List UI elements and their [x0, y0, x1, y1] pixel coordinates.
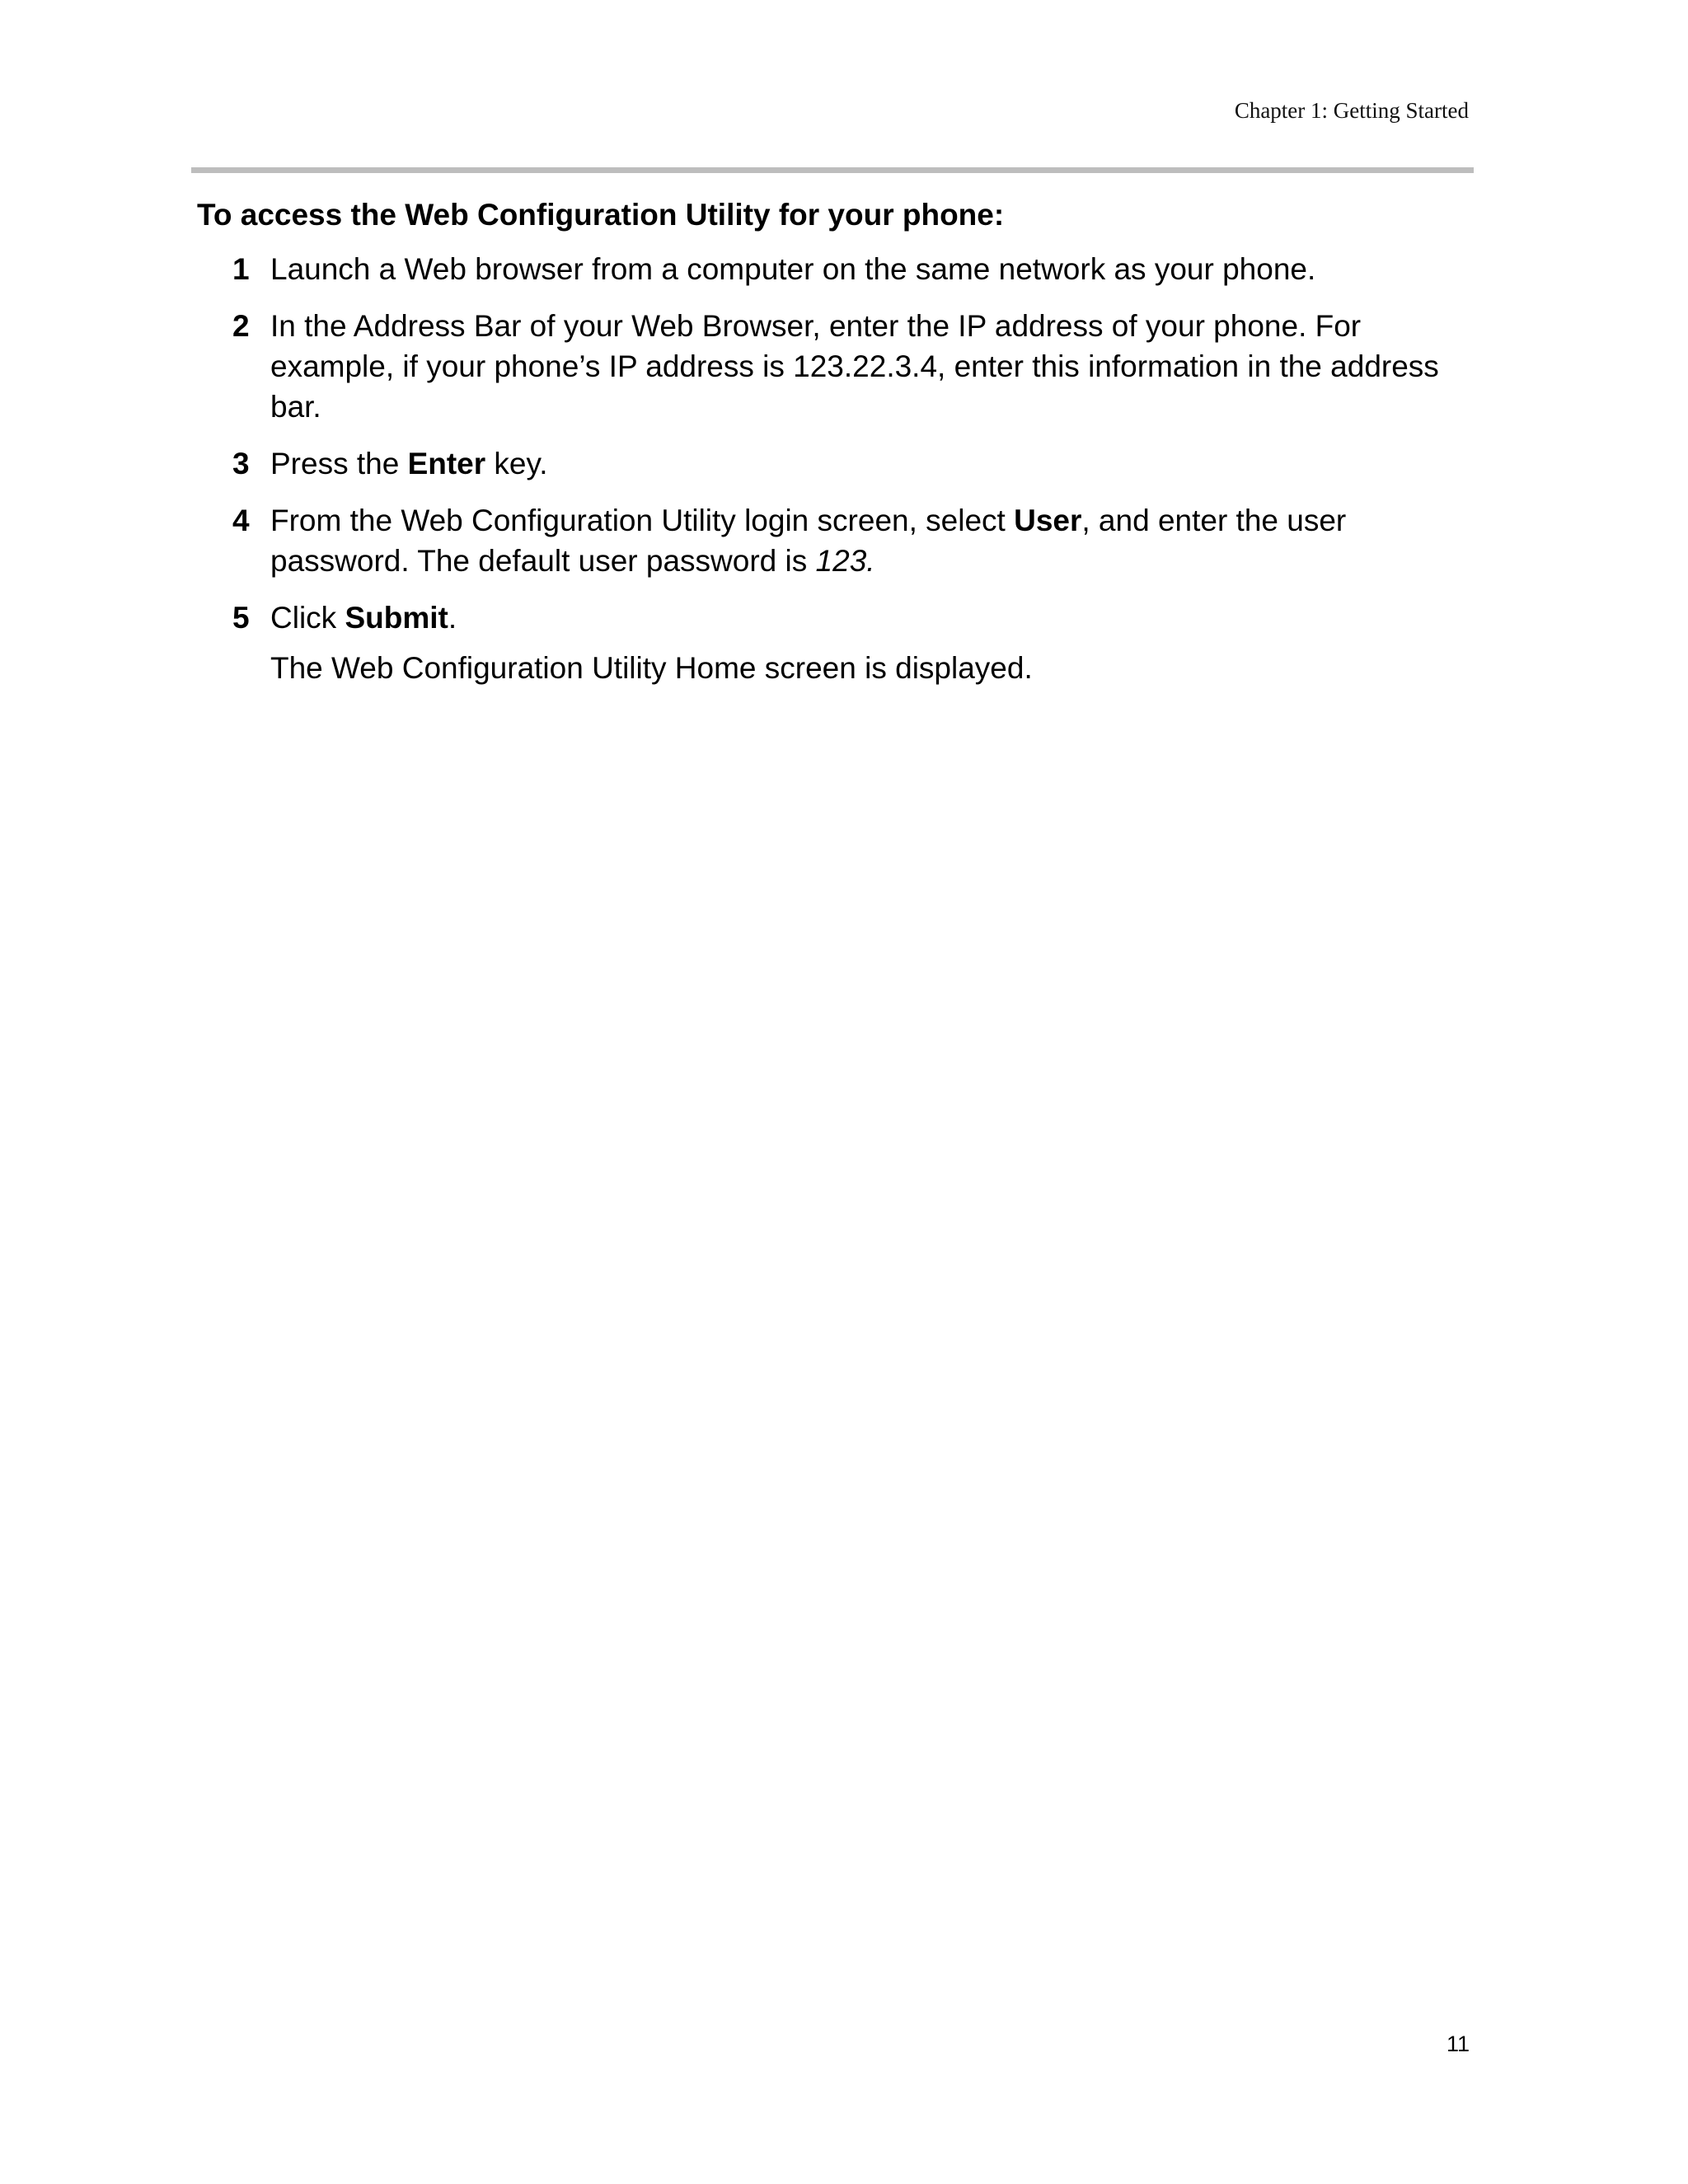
step-text-after: key. — [485, 447, 548, 480]
step-number: 1 — [232, 252, 250, 286]
step-text — [270, 500, 1444, 581]
step-text-before: Press the — [270, 447, 408, 480]
step-number: 5 — [232, 601, 250, 635]
step-text-before: From the Web Configuration Utility login screen, select — [270, 504, 1015, 537]
step-text — [270, 443, 1444, 484]
step-3 — [232, 443, 1444, 484]
step-text — [270, 598, 1444, 688]
step-number: 3 — [232, 447, 250, 480]
step-2 — [232, 306, 1444, 427]
step-text: Launch a Web browser from a computer on the same network as your phone. — [270, 252, 1316, 286]
step-result: The Web Configuration Utility Home screen is displayed. — [270, 651, 1033, 685]
submit-button-label: Submit — [345, 601, 448, 635]
user-option-label: User — [1014, 504, 1082, 537]
step-text-main — [270, 601, 457, 635]
step-text-after: . — [448, 601, 457, 635]
page-number: 11 — [1446, 2032, 1470, 2056]
chapter-header: Chapter 1: Getting Started — [1234, 98, 1469, 123]
procedure-title: To access the Web Configuration Utility for your phone: — [197, 198, 1005, 232]
procedure-steps — [232, 249, 1444, 705]
step-text: In the Address Bar of your Web Browser, enter the IP address of your phone. For example, if your phone’s IP address is 123.22.3.4, enter this information in the address bar. — [270, 309, 1439, 424]
step-4 — [232, 500, 1444, 581]
step-1 — [232, 249, 1444, 289]
step-number: 4 — [232, 504, 250, 537]
default-password: 123. — [815, 544, 875, 578]
header-rule — [191, 167, 1474, 173]
enter-key-label: Enter — [407, 447, 486, 480]
step-text-middle: , and enter the user password. The default user password is — [270, 504, 1347, 578]
step-5 — [232, 598, 1444, 688]
step-text-before: Click — [270, 601, 345, 635]
step-number: 2 — [232, 309, 250, 343]
